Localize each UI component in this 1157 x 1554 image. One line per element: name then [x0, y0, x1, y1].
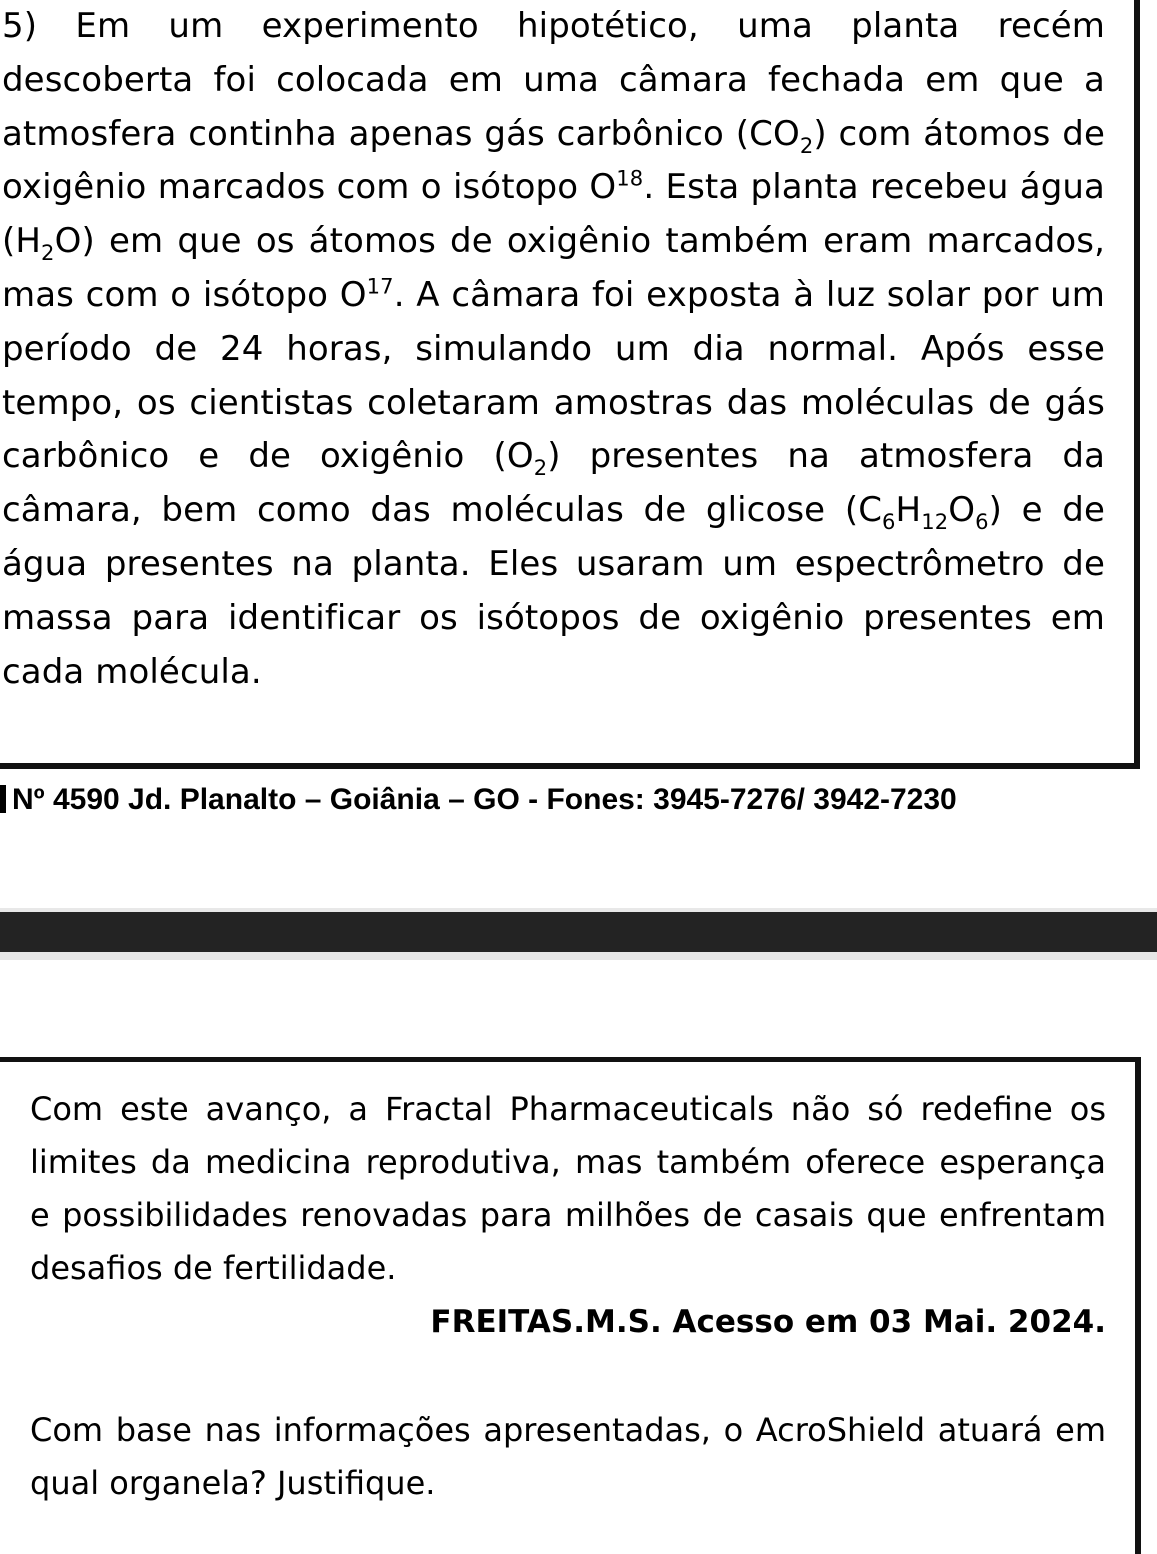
question-paragraph: Com base nas informações apresentadas, o AcroShield atuará em qual organela? Justifique.	[30, 1411, 1106, 1502]
dark-separator-band	[0, 912, 1157, 952]
page-gap	[0, 952, 1157, 960]
footer-address: Nº 4590 Jd. Planalto – Goiânia – GO - Fones: 3945-7276/ 3942-7230	[0, 780, 1150, 820]
question-5-text	[2, 0, 1105, 699]
cropped-character	[0, 785, 6, 813]
question-5-paragraph: 5) Em um experimento hipotético, uma planta recém descoberta foi colocada em uma câmara fechada em que a atmosfera continha apenas gás carbônico $(CO_2)$ com átomos de oxigênio marcados com o isótopo $O^{18}$. Esta planta recebeu água $(H_2O)$ em que os átomos de oxigênio também eram marcados, mas com o isótopo $O^{17}$. A câmara foi exposta à luz solar por um período de 24 horas, simulando um dia normal. Após esse tempo, os cientistas coletaram amostras das moléculas de gás carbônico e de oxigênio $(O_2)$ presentes na atmosfera da câmara, bem como das moléculas de glicose $(C_6H_{12}O_6)$ e de água presentes na planta. Eles usaram um espectrômetro de massa para identificar os isótopos de oxigênio presentes em cada molécula.	[2, 6, 1106, 692]
article-paragraph: Com este avanço, a Fractal Pharmaceuticals não só redefine os limites da medicina reprodutiva, mas também oferece esperança e possibilidades renovadas para milhões de casais que enfrentam desafios de fertilidade.	[30, 1090, 1106, 1287]
article-citation: FREITAS.M.S. Acesso em 03 Mai. 2024.	[430, 1304, 1106, 1340]
article-question	[30, 1404, 1106, 1510]
article-body	[30, 1083, 1106, 1295]
